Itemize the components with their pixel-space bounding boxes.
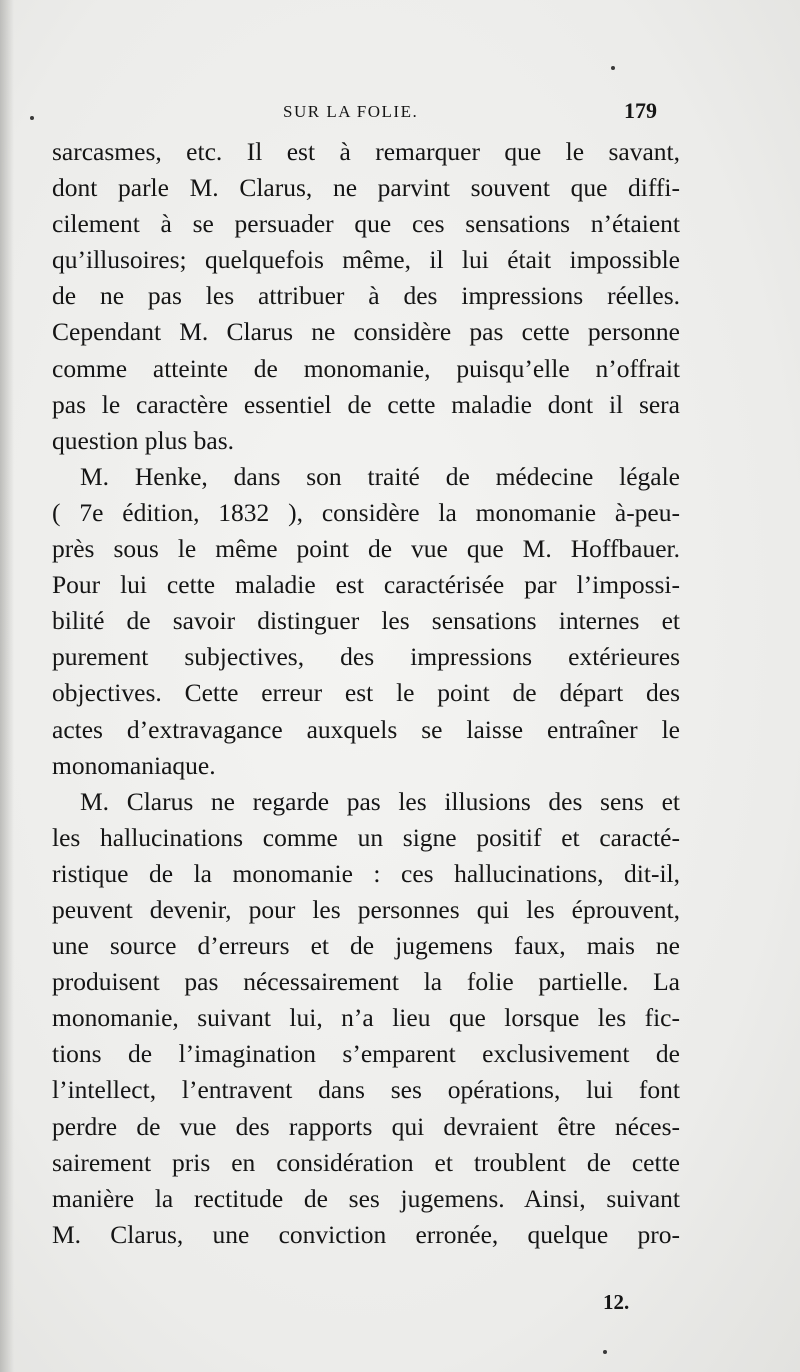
- text-line: dont parle M. Clarus, ne parvint souvent que diffi-: [52, 173, 680, 203]
- text-line: Cependant M. Clarus ne considère pas cette personne: [52, 317, 680, 347]
- page-header: [0, 98, 800, 128]
- text-line: l’intellect, l’entravent dans ses opérations, lui font: [52, 1075, 680, 1105]
- page-gutter-shadow: [0, 0, 14, 1372]
- text-line: tions de l’imagination s’emparent exclusivement de: [52, 1039, 680, 1069]
- text-line: actes d’extravagance auxquels se laisse entraîner le: [52, 714, 680, 744]
- text-line: qu’illusoires; quelquefois même, il lui était impossible: [52, 245, 680, 275]
- text-line: les hallucinations comme un signe positif et caracté-: [52, 822, 680, 852]
- body-text: [52, 134, 680, 1253]
- text-line: ristique de la monomanie : ces hallucinations, dit-il,: [52, 858, 680, 888]
- text-line: comme atteinte de monomanie, puisqu’elle n’offrait: [52, 353, 680, 383]
- text-line: M. Clarus, une conviction erronée, quelque pro-: [52, 1219, 680, 1249]
- text-line: ( 7e édition, 1832 ), considère la monomanie à-peu-: [52, 497, 680, 527]
- text-line: près sous le même point de vue que M. Hoffbauer.: [52, 534, 680, 564]
- ink-speck: [30, 116, 34, 120]
- signature-mark: 12.: [603, 1290, 630, 1314]
- text-line: Pour lui cette maladie est caractérisée par l’impossi-: [52, 570, 680, 600]
- text-line: perdre de vue des rapports qui devraient être néces-: [52, 1111, 680, 1141]
- text-line: bilité de savoir distinguer les sensations internes et: [52, 606, 680, 636]
- text-line: pas le caractère essentiel de cette maladie dont il sera: [52, 389, 680, 419]
- text-line: purement subjectives, des impressions extérieures: [52, 642, 680, 672]
- text-line: manière la rectitude de ses jugemens. Ainsi, suivant: [52, 1183, 680, 1213]
- ink-speck: [611, 66, 615, 70]
- paragraph-first-line: M. Henke, dans son traité de médecine légale: [80, 461, 680, 491]
- text-line: sarcasmes, etc. Il est à remarquer que le savant,: [52, 137, 680, 166]
- text-line: de ne pas les attribuer à des impressions réelles.: [52, 281, 680, 311]
- text-line: monomanie, suivant lui, n’a lieu que lorsque les fic-: [52, 1003, 680, 1033]
- text-line: produisent pas nécessairement la folie partielle. La: [52, 967, 680, 997]
- text-line: monomaniaque.: [52, 750, 216, 780]
- running-title: SUR LA FOLIE.: [283, 102, 419, 121]
- text-line: cilement à se persuader que ces sensations n’étaient: [52, 209, 680, 239]
- text-line: question plus bas.: [52, 425, 235, 455]
- page-number: 179: [624, 98, 657, 123]
- text-line: sairement pris en considération et troublent de cette: [52, 1147, 680, 1177]
- text-line: objectives. Cette erreur est le point de départ des: [52, 678, 680, 708]
- ink-speck: [603, 1350, 607, 1354]
- text-line: une source d’erreurs et de jugemens faux, mais ne: [52, 931, 680, 961]
- paragraph-first-line: M. Clarus ne regarde pas les illusions des sens et: [80, 786, 680, 816]
- text-line: peuvent devenir, pour les personnes qui les éprouvent,: [52, 894, 680, 924]
